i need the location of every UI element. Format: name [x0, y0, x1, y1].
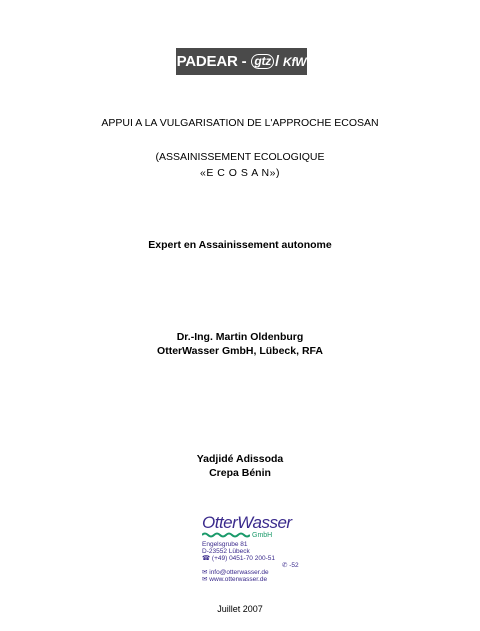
- address-city: D-23552 Lübeck: [202, 548, 250, 555]
- author-organization: OtterWasser GmbH, Lübeck, RFA: [157, 345, 323, 357]
- document-role: Expert en Assainissement autonome: [148, 239, 332, 251]
- address-street: Engelsgrube 81: [202, 541, 248, 548]
- otterwasser-logo-block: [202, 513, 299, 583]
- document-title: APPUI A LA VULGARISATION DE L'APPROCHE ECOSAN: [101, 117, 379, 129]
- wave-icon: [202, 532, 250, 538]
- address-email: ✉ info@otterwasser.de: [202, 569, 269, 576]
- author-name: Dr.-Ing. Martin Oldenburg: [176, 331, 304, 343]
- otterwasser-address: [202, 541, 322, 583]
- address-phone: ☎ (+49) 0451-70 200-51: [202, 555, 275, 562]
- document-subtitle-line2: «E C O S A N»): [200, 167, 280, 179]
- otterwasser-gmbh: GmbH: [252, 532, 273, 539]
- logo-padear: PADEAR: [176, 53, 238, 70]
- address-web: ✉ www.otterwasser.de: [202, 576, 268, 583]
- padear-gtz-kfw-logo: PADEAR - gtz / KfW: [176, 48, 307, 75]
- logo-kfw: KfW: [283, 54, 307, 69]
- logo-gtz: gtz: [251, 54, 274, 69]
- otterwasser-logo-name: OtterWasser: [202, 513, 292, 532]
- document-subtitle-line1: (ASSAINISSEMENT ECOLOGIQUE: [155, 151, 325, 163]
- coauthor-organization: Crepa Bénin: [209, 467, 271, 479]
- document-date: Juillet 2007: [217, 604, 263, 614]
- logo-separator: -: [241, 53, 247, 70]
- coauthor-name: Yadjidé Adissoda: [196, 453, 284, 465]
- address-fax: ✆ -52: [282, 562, 299, 569]
